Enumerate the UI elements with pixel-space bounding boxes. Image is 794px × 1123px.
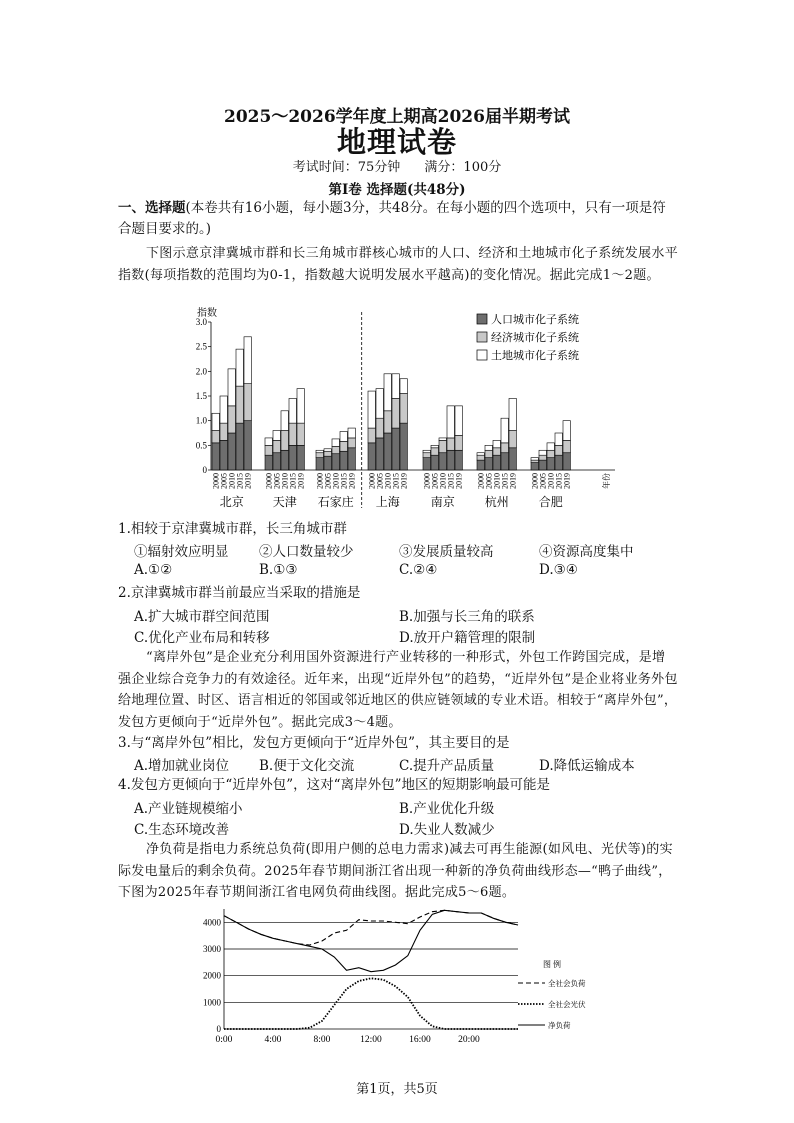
chart2-x-tick-label: 12:00	[360, 1035, 382, 1045]
chart1-bar-segment	[477, 453, 484, 455]
chart1-legend-label: 土地城市化子系统	[491, 350, 579, 362]
chart1-year-label: 2019	[454, 473, 464, 489]
chart1-year-label: 2000	[422, 473, 432, 489]
chart1-bar-segment	[228, 433, 235, 470]
chart1-bar-segment	[273, 431, 280, 441]
chart1-bar-segment	[531, 458, 538, 460]
chart2-legend-label: 全社会负荷	[548, 979, 586, 988]
chart1-year-label: 2010	[331, 473, 341, 489]
chart1-bar-segment	[493, 440, 500, 447]
chart2-line-solid	[224, 910, 518, 971]
chart1-bar-segment	[368, 443, 375, 470]
q4-option-b[interactable]: B.产业优化升级	[399, 801, 495, 817]
section-instruction	[118, 198, 678, 240]
chart1-bar-segment	[563, 421, 570, 441]
chart1-bar-segment	[332, 446, 339, 453]
chart1-bar-segment	[392, 374, 399, 399]
chart1-year-label: 2015	[500, 473, 510, 489]
q1-option-b[interactable]: B.①③	[259, 562, 298, 578]
chart1-bar-segment	[376, 418, 383, 438]
chart1-bar-segment	[316, 458, 323, 470]
chart1-year-label: 2010	[383, 473, 393, 489]
chart1-year-label: 2015	[339, 473, 349, 489]
chart1-year-label: 2005	[484, 473, 494, 489]
chart2-line-dashed	[224, 910, 518, 945]
chart1-y-tick-label: 1.5	[195, 391, 207, 401]
chart1-bar-segment	[244, 337, 251, 384]
passage-2: “离岸外包”是企业充分利用国外资源进行产业转移的一种形式，外包工作跨国完成，是增强企业综合竞争力的有效途径。近年来，出现“近岸外包”的趋势，“近岸外包”是企业将业务外包给地理位置、时区、语言相近的邻国或邻近地区的供应链领域的专业术语。相较于“离岸外包”，发包方更倾向于“近岸外包”。据此完成3～4题。	[118, 650, 678, 730]
chart1-y-tick-label: 2.5	[195, 341, 207, 352]
chart1-bar-segment	[324, 456, 331, 470]
chart1-bar-segment	[431, 455, 438, 470]
chart1-legend-swatch	[477, 332, 487, 342]
chart1-year-label: 2005	[375, 473, 385, 489]
chart1-y-tick-label: 0.5	[195, 440, 207, 451]
q1-option-c[interactable]: C.②④	[399, 562, 438, 578]
chart1-year-label: 2000	[315, 473, 325, 489]
q4-stem: 4.发包方更倾向于“近岸外包”，这对“离岸外包”地区的短期影响最可能是	[118, 777, 550, 793]
exam-time: 考试时间：75分钟	[292, 160, 401, 175]
chart1-year-label: 2005	[430, 473, 440, 489]
q2-stem: 2.京津冀城市群当前最应当采取的措施是	[118, 585, 361, 601]
chart1-bar-segment	[555, 455, 562, 470]
q2-option-c[interactable]: C.优化产业布局和转移	[134, 630, 270, 646]
chart1-bar-segment	[236, 423, 243, 470]
chart1-bar-segment	[316, 450, 323, 452]
chart2-legend-label: 全社会光伏	[548, 1000, 586, 1009]
chart1-bar-segment	[400, 379, 407, 394]
section-label: 一、选择题	[118, 200, 186, 216]
chart1-city-label: 天津	[272, 495, 297, 509]
chart1-city-label: 石家庄	[317, 495, 354, 509]
chart1-legend-swatch	[477, 314, 487, 324]
chart2-x-tick-label: 0:00	[215, 1035, 233, 1045]
chart1-bar-segment	[244, 421, 251, 470]
q1-stem: 1.相较于京津冀城市群，长三角城市群	[118, 521, 347, 537]
chart1-bar-segment	[289, 423, 296, 445]
chart1-bar-segment	[501, 443, 508, 453]
chart1-year-label: 2019	[347, 473, 357, 489]
chart1-bar-segment	[392, 398, 399, 428]
chart1-bar-segment	[332, 439, 339, 446]
chart2-y-tick-label: 1000	[203, 997, 221, 1008]
chart1-bar-segment	[384, 374, 391, 411]
chart1-bar-segment	[376, 389, 383, 419]
chart1-bar-segment	[423, 450, 430, 452]
chart1-bar-segment	[501, 418, 508, 443]
chart1-year-label: 2019	[296, 473, 306, 489]
chart1-bar-segment	[340, 441, 347, 451]
chart1-y-label: 指数	[197, 308, 217, 319]
chart1-bar-segment	[348, 438, 355, 448]
q4-option-c[interactable]: C.生态环境改善	[134, 822, 230, 838]
chart1-bar-segment	[244, 384, 251, 421]
urbanization-chart	[185, 302, 615, 512]
chart1-bar-segment	[447, 450, 454, 470]
chart1-year-label: 2010	[546, 473, 556, 489]
chart1-bar-segment	[324, 449, 331, 451]
chart1-bar-segment	[447, 438, 454, 450]
chart1-city-label: 合肥	[538, 495, 563, 509]
exam-score: 满分：100分	[424, 160, 502, 175]
page-footer: 第1页，共5页	[356, 1082, 438, 1097]
q3-option-c[interactable]: C.提升产品质量	[399, 758, 495, 774]
chart1-year-label: 2000	[476, 473, 486, 489]
chart1-y-tick-label: 0	[202, 465, 207, 475]
chart1-bar-segment	[539, 450, 546, 455]
chart1-bar-segment	[493, 455, 500, 470]
chart1-year-label: 2019	[243, 473, 253, 489]
chart1-bar-segment	[439, 440, 446, 452]
chart1-bar-segment	[531, 460, 538, 462]
chart1-bar-segment	[212, 431, 219, 443]
chart1-bar-segment	[400, 394, 407, 424]
chart2-y-tick-label: 3000	[203, 944, 221, 954]
chart1-bar-segment	[368, 428, 375, 443]
chart1-legend-label: 人口城市化子系统	[491, 314, 579, 326]
q1-item-2: ②人口数量较少	[259, 544, 354, 560]
chart1-bar-segment	[455, 406, 462, 436]
chart1-year-label: 2005	[272, 473, 282, 489]
chart2-legend-title: 图 例	[543, 960, 561, 969]
chart1-bar-segment	[547, 443, 554, 450]
chart1-year-label: 2010	[227, 473, 237, 489]
chart1-year-label: 2010	[280, 473, 290, 489]
chart1-bar-segment	[376, 438, 383, 470]
chart1-bar-segment	[297, 423, 304, 445]
chart1-city-label: 南京	[430, 495, 455, 509]
chart1-bar-segment	[531, 463, 538, 470]
chart1-bar-segment	[539, 460, 546, 470]
chart1-bar-segment	[439, 438, 446, 440]
chart1-bar-segment	[455, 435, 462, 450]
q1-item-3: ③发展质量较高	[399, 544, 494, 560]
q1-item-4: ④资源高度集中	[539, 544, 634, 560]
chart1-y-tick-label: 1.0	[195, 415, 207, 426]
chart1-bar-segment	[281, 431, 288, 451]
exam-info	[0, 156, 794, 175]
chart1-year-label: 2000	[211, 473, 221, 489]
chart1-bar-segment	[555, 445, 562, 455]
chart1-bar-segment	[289, 398, 296, 423]
chart1-bar-segment	[332, 454, 339, 470]
chart1-bar-segment	[220, 440, 227, 470]
chart1-bar-segment	[455, 450, 462, 470]
chart1-bar-segment	[220, 423, 227, 440]
chart1-year-label: 2015	[446, 473, 456, 489]
chart1-bar-segment	[265, 438, 272, 445]
chart1-y-tick-label: 3.0	[195, 317, 207, 327]
chart1-bar-segment	[477, 460, 484, 470]
chart1-bar-segment	[431, 448, 438, 455]
chart1-year-label: 2019	[562, 473, 572, 489]
q1-option-a[interactable]: A.①②	[134, 562, 173, 578]
chart1-year-label: 2019	[399, 473, 409, 489]
chart1-bar-segment	[281, 450, 288, 470]
chart1-year-label: 2015	[391, 473, 401, 489]
chart1-year-label: 2015	[235, 473, 245, 489]
chart2-y-tick-label: 0	[216, 1024, 221, 1034]
chart1-bar-segment	[547, 458, 554, 470]
chart2-x-tick-label: 8:00	[313, 1035, 331, 1045]
chart2-x-tick-label: 16:00	[409, 1035, 431, 1045]
chart1-bar-segment	[340, 432, 347, 442]
chart1-bar-segment	[555, 433, 562, 445]
chart1-bar-segment	[509, 431, 516, 448]
chart1-bar-segment	[324, 451, 331, 456]
chart1-year-label: 2000	[264, 473, 274, 489]
chart1-city-label: 上海	[375, 495, 400, 509]
chart1-bar-segment	[485, 458, 492, 470]
section-instruction-text: (本卷共有16小题，每小题3分，共48分。在每小题的四个选项中，只有一项是符合题目要求的。)	[118, 200, 666, 237]
chart1-bar-segment	[400, 423, 407, 470]
q2-option-a[interactable]: A.扩大城市群空间范围	[134, 609, 270, 625]
chart1-bar-segment	[236, 386, 243, 423]
chart1-year-label: 2005	[219, 473, 229, 489]
chart1-bar-segment	[212, 443, 219, 470]
q1-option-d[interactable]: D.③④	[539, 562, 578, 578]
section-title: 第Ⅰ卷 选择题(共48分)	[328, 182, 466, 198]
chart1-bar-segment	[477, 455, 484, 460]
load-curve-chart	[195, 905, 615, 1055]
chart1-year-label: 2015	[288, 473, 298, 489]
chart1-year-label: 2019	[508, 473, 518, 489]
chart1-year-label: 2015	[554, 473, 564, 489]
chart1-bar-segment	[265, 445, 272, 455]
q2-option-b[interactable]: B.加强与长三角的联系	[399, 609, 535, 625]
chart1-bar-segment	[547, 450, 554, 457]
chart1-bar-segment	[228, 369, 235, 406]
q3-option-d[interactable]: D.降低运输成本	[539, 758, 635, 774]
exam-header: 2025～2026学年度上期高2026届半期考试	[224, 107, 570, 127]
chart1-legend-label: 经济城市化子系统	[491, 332, 579, 344]
chart2-legend-label: 净负荷	[548, 1021, 571, 1030]
chart1-bar-segment	[236, 349, 243, 386]
passage-1: 下图示意京津冀城市群和长三角城市群核心城市的人口、经济和土地城市化子系统发展水平指数(每项指数的范围均为0-1，指数越大说明发展水平越高)的变化情况。据此完成1～2题。	[118, 246, 679, 283]
chart1-legend-swatch	[477, 350, 487, 360]
chart1-bar-segment	[485, 445, 492, 450]
chart1-bar-segment	[509, 448, 516, 470]
chart1-bar-segment	[431, 445, 438, 447]
chart2-line-dotted	[224, 978, 518, 1029]
chart1-city-label: 北京	[219, 495, 244, 509]
chart2-x-tick-label: 20:00	[458, 1035, 480, 1045]
chart1-x-end-label: 年份	[602, 473, 611, 489]
exam-title: 地理试卷	[336, 125, 457, 159]
chart1-bar-segment	[297, 445, 304, 470]
q3-option-b[interactable]: B.便于文化交流	[259, 758, 355, 774]
chart2-x-tick-label: 4:00	[264, 1035, 282, 1045]
chart1-bar-segment	[340, 451, 347, 470]
chart1-bar-segment	[439, 453, 446, 470]
chart1-bar-segment	[368, 391, 375, 428]
chart1-bar-segment	[273, 453, 280, 470]
q4-option-a[interactable]: A.产业链规模缩小	[134, 801, 243, 817]
chart1-year-label: 2010	[492, 473, 502, 489]
q3-option-a[interactable]: A.增加就业岗位	[134, 758, 230, 774]
chart1-bar-segment	[297, 389, 304, 424]
chart1-bar-segment	[220, 396, 227, 423]
chart1-y-tick-label: 2.0	[195, 366, 207, 377]
chart1-bar-segment	[509, 398, 516, 430]
chart2-y-tick-label: 2000	[203, 970, 221, 981]
chart1-bar-segment	[289, 445, 296, 470]
chart1-bar-segment	[563, 453, 570, 470]
chart1-bar-segment	[316, 453, 323, 458]
chart1-city-label: 杭州	[484, 495, 509, 509]
chart1-bar-segment	[281, 411, 288, 431]
chart1-bar-segment	[348, 428, 355, 438]
chart1-bar-segment	[228, 406, 235, 433]
chart1-bar-segment	[273, 440, 280, 452]
chart1-bar-segment	[423, 453, 430, 458]
chart1-bar-segment	[493, 448, 500, 455]
chart1-year-label: 2005	[323, 473, 333, 489]
chart1-bar-segment	[539, 455, 546, 460]
chart1-bar-segment	[384, 411, 391, 433]
chart1-bar-segment	[423, 458, 430, 470]
q3-stem: 3.与“离岸外包”相比，发包方更倾向于“近岸外包”，其主要目的是	[118, 735, 510, 751]
chart1-bar-segment	[485, 450, 492, 457]
chart1-bar-segment	[501, 453, 508, 470]
chart1-year-label: 2000	[367, 473, 377, 489]
chart2-legend	[518, 959, 586, 1030]
q1-item-1: ①辐射效应明显	[134, 544, 229, 560]
chart2-y-tick-label: 4000	[203, 917, 221, 928]
chart1-year-label: 2000	[530, 473, 540, 489]
chart1-year-label: 2005	[538, 473, 548, 489]
chart1-legend	[477, 312, 579, 362]
chart1-bar-segment	[392, 428, 399, 470]
chart1-bar-segment	[384, 433, 391, 470]
chart1-bar-segment	[563, 440, 570, 452]
chart1-year-label: 2010	[438, 473, 448, 489]
q4-option-d[interactable]: D.失业人数减少	[399, 822, 495, 838]
chart1-bar-segment	[447, 406, 454, 438]
passage-3: 净负荷是指电力系统总负荷(即用户侧的总电力需求)减去可再生能源(如风电、光伏等)的实际发电量后的剩余负荷。2025年春节期间浙江省出现一种新的净负荷曲线形态—“鸭子曲线”，下图为2025年春节期间浙江省电网负荷曲线图。据此完成5～6题。	[118, 842, 673, 900]
chart1-bar-segment	[212, 413, 219, 430]
chart1-bar-segment	[348, 448, 355, 470]
chart1-bar-segment	[265, 455, 272, 470]
q2-option-d[interactable]: D.放开户籍管理的限制	[399, 630, 536, 646]
chart2-lines	[224, 910, 518, 1029]
